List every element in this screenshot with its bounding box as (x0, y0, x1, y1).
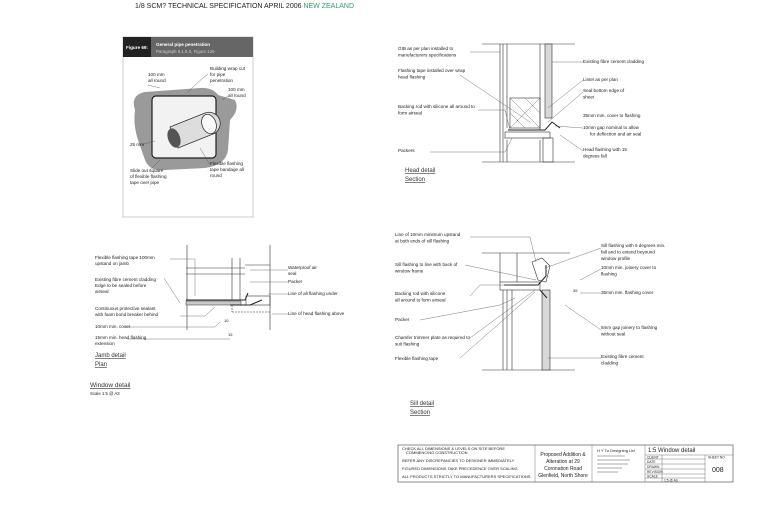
svg-text:Existing fibre cement cladding: Existing fibre cement cladding (583, 59, 645, 64)
svg-text:Existing fibre cementcladding: Existing fibre cement cladding (601, 354, 644, 366)
svg-text:Continuous protective sealantw: Continuous protective sealant with foam bond breaker behind (95, 306, 159, 317)
svg-text:100 mmall round: 100 mm all round (228, 87, 246, 98)
svg-text:5mm gap joinery to flashingwit: 5mm gap joinery to flashing without seal (601, 325, 658, 337)
window-detail-scale: Scale 1:5 @ A3 (90, 391, 120, 396)
svg-text:15mm min. head flashingextensi: 15mm min. head flashing extension (95, 335, 147, 346)
svg-text:10mm gap nominal to allowfor d: 10mm gap nominal to allow for deflection and air seal (583, 125, 642, 137)
window-detail-title: Window detail (90, 382, 131, 389)
svg-text:Flexible flashing tape 100mmup: Flexible flashing tape 100mm upstand on jamb (95, 255, 155, 266)
svg-text:Waterproof airseal: Waterproof air seal (288, 265, 317, 276)
drawing-title: 1:5 Window detail (648, 448, 696, 454)
header-accent: NEW ZEALAND (303, 3, 355, 10)
company-name: H Y Tu Designing Ltd (597, 448, 635, 453)
svg-text:SHEET NO: SHEET NO (708, 455, 725, 460)
svg-text:Backing rod with siliconeall a: Backing rod with silicone all around to form airseal (395, 291, 446, 303)
svg-text:Section: Section (410, 410, 431, 416)
svg-text:15: 15 (228, 332, 233, 337)
svg-text:Line of head flashing above: Line of head flashing above (288, 311, 345, 316)
sill-detail-title: Sill detail (410, 401, 435, 407)
svg-text:Slide out squareof flexible fl: Slide out square of flexible flashing tape over pipe (130, 168, 167, 185)
jamb-detail-title: Jamb detail (95, 353, 126, 359)
svg-text:DRAWN: DRAWN (647, 465, 660, 469)
svg-text:Flexible flashingtape bandage: Flexible flashing tape bandage all round (210, 161, 244, 178)
svg-text:Plan: Plan (95, 362, 108, 368)
svg-text:Chamfer trimmer plate as requi: Chamfer trimmer plate as required to suit flashing (395, 335, 471, 347)
svg-text:Building wrap cutfor pipepenet: Building wrap cut for pipe penetration (210, 66, 245, 83)
svg-text:Lintel as per plan: Lintel as per plan (583, 77, 618, 82)
svg-text:100 mmall round: 100 mm all round (148, 72, 166, 83)
svg-text:DATE: DATE (647, 460, 656, 464)
svg-text:Existing fibre cement cladding: Existing fibre cement cladding Edge to be sealed before airseal (95, 277, 157, 294)
svg-text:35: 35 (573, 288, 578, 293)
svg-text:10: 10 (224, 318, 229, 323)
head-detail-title: Head detail (405, 168, 436, 174)
figure-number: Figure 69: (126, 45, 148, 50)
svg-text:GIB as per plan installed toma: GIB as per plan installed to manufacturers specifications (398, 46, 457, 58)
svg-text:Sill flashing with 5 degrees m: Sill flashing with 5 degrees min. fall and to extend beyound window profile (601, 243, 666, 261)
svg-text:Section: Section (405, 177, 426, 183)
svg-text:SCALE: SCALE (647, 474, 658, 479)
jamb-detail (90, 245, 345, 396)
svg-text:Proposed Addition &Alteration: Proposed Addition & Alteration at 29 Coronation Road Glenfield, North Shore (538, 452, 588, 479)
sill-detail (395, 232, 665, 416)
svg-text:Flexible flashing tape: Flexible flashing tape (395, 356, 439, 361)
sheet-number: 008 (712, 467, 724, 474)
svg-text:1:5 @ A3: 1:5 @ A3 (664, 478, 678, 483)
svg-text:CLIENT: CLIENT (647, 455, 659, 460)
svg-text:10mm min. joinery cover toflas: 10mm min. joinery cover to flashing (601, 265, 657, 277)
svg-text:35mm min. flashing cover: 35mm min. flashing cover (601, 290, 654, 295)
svg-text:Line of 10mm minimum upstandat: Line of 10mm minimum upstand at both ends of sill flashing (395, 232, 461, 244)
svg-text:Packer: Packer (395, 317, 410, 322)
svg-text:25 mm: 25 mm (130, 142, 145, 147)
figure-subtitle: Paragraph 9.1.9.3, Figure 126 (156, 49, 215, 54)
figure-title: General pipe penetration (156, 42, 211, 47)
header-text: 1/8 SCM? TECHNICAL SPECIFICATION APRIL 2006 NEW ZEALAND (135, 3, 355, 10)
svg-text:Seal bottom edge ofsheet: Seal bottom edge of sheet (583, 88, 625, 100)
svg-text:CHECK ALL DIMENSIONS & LEVELS: CHECK ALL DIMENSIONS & LEVELS ON SITE BEFORE COMMENCING CONSTRUCTION REFER ANY DISCREPANCIES TO DESIGNER IMMEDIATELY FIGURED DIMENSIONS TAKE PRECEDENCE OVER SCALING ALL PRODUCTS STRICTLY TO MANUFACTURERS SPECIFICATIONS (402, 446, 531, 479)
svg-text:Sill flashing to line with bac: Sill flashing to line with back of window frame (395, 262, 458, 274)
svg-text:Head flashing with 15degrees f: Head flashing with 15 degrees fall (583, 147, 627, 159)
svg-text:10mm min. cover: 10mm min. cover (95, 324, 131, 329)
svg-text:Line of all flashing under: Line of all flashing under (288, 291, 338, 296)
svg-text:Backing rod with silicone all: Backing rod with silicone all around to form airseal (398, 104, 475, 116)
svg-text:REVISION: REVISION (647, 470, 663, 474)
svg-text:35mm min. cover to flashing: 35mm min. cover to flashing (583, 113, 641, 118)
head-detail (398, 44, 644, 183)
svg-text:Flashing tape installed over w: Flashing tape installed over wrap head flashing (398, 68, 466, 80)
svg-text:Packer: Packer (288, 279, 303, 284)
svg-text:Packers: Packers (398, 148, 415, 153)
title-block (398, 445, 733, 483)
pipe-penetration-figure (123, 37, 253, 217)
